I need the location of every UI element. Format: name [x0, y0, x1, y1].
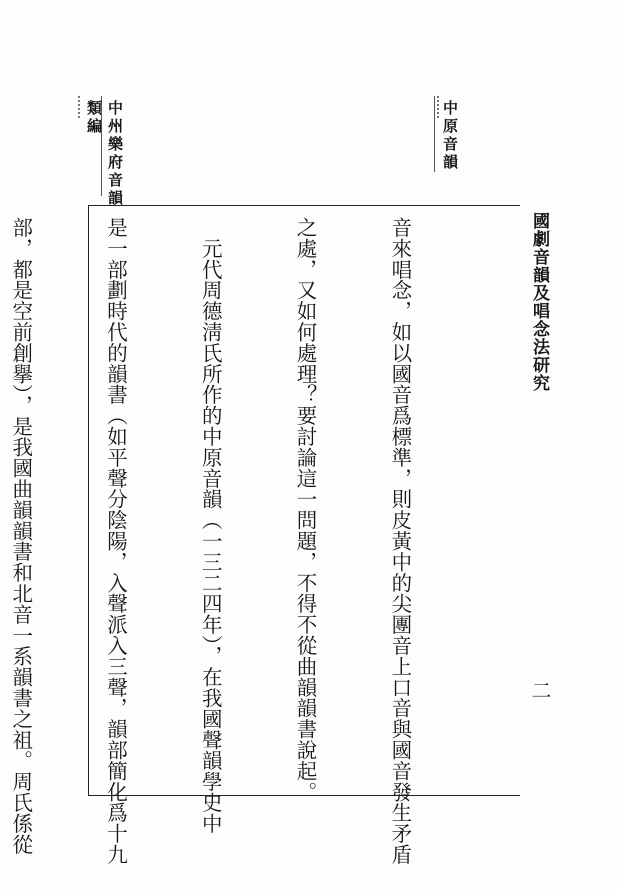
page-number: 二: [528, 680, 552, 700]
body-line-5: 部，都是空前創擧），是我國曲韻韻書和北音一系韻書之祖。周氏係從: [8, 217, 33, 855]
frame-top-rule: [88, 205, 520, 206]
body-line-1: 音來唱念，如以國音爲標準，則皮黃中的尖團音上口音與國音發生矛盾: [387, 217, 412, 865]
body-line-3: 元代周德淸氏所作的中原音韻（一三二四年），在我國聲韻學史中: [198, 217, 223, 834]
running-head: 國劇音韻及唱念法研究: [529, 212, 549, 392]
body-text: [8, 217, 478, 865]
body-line-4: 是一部劃時代的韻書（如平聲分陰陽，入聲派入三聲，韻部簡化爲十九: [103, 217, 128, 865]
margin-note-right: 中原音韻: [441, 100, 459, 172]
margin-note-right-rule: [434, 96, 435, 172]
margin-note-right-dots: [437, 96, 439, 118]
body-line-2: 之處，又如何處理？要討論這一問題，不得不從曲韻韻書說起。: [293, 217, 318, 803]
margin-note-left-col2: 類編: [85, 100, 103, 136]
margin-note-left-col1: 中州樂府音韻: [106, 100, 124, 208]
margin-note-left-dots: [78, 96, 80, 118]
